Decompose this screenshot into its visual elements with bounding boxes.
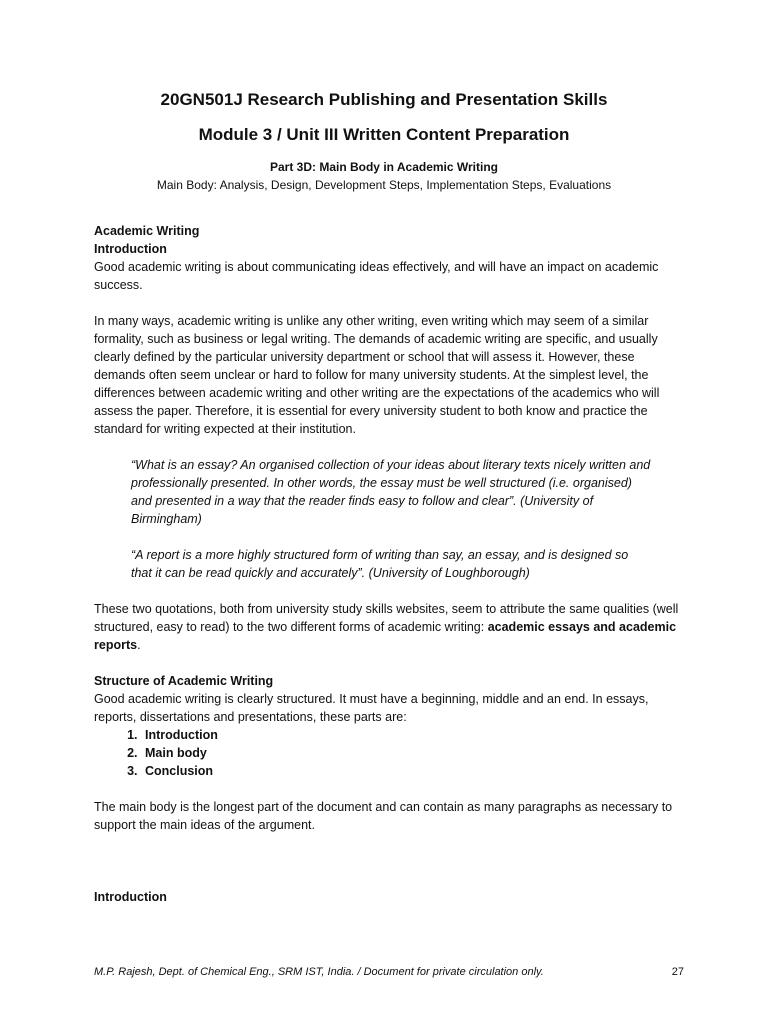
spacer — [94, 438, 684, 456]
module-title: Module 3 / Unit III Written Content Preparation — [198, 125, 570, 144]
quote-essay: “What is an essay? An organised collection of your ideas about literary texts nicely written and professionally presented. In other words, the essay must be well structured (i.e. organised) and presented in a way that the reader finds easy to follow and clear”. (University of Birmingham) — [131, 458, 651, 526]
heading-academic-writing: Academic Writing — [94, 224, 200, 238]
page-number: 27 — [671, 966, 684, 978]
spacer — [94, 654, 684, 672]
part-title: Part 3D: Main Body in Academic Writing — [269, 160, 499, 174]
heading-structure: Structure of Academic Writing — [94, 674, 274, 688]
spacer — [94, 294, 684, 312]
footer-credit: M.P. Rajesh, Dept. of Chemical Eng., SRM IST, India. / Document for private circulation only. — [94, 966, 544, 978]
paragraph-structure: Good academic writing is clearly structured. It must have a beginning, middle and an end. In essays, reports, dissertations and presentations, these parts are: — [94, 692, 649, 724]
course-title: 20GN501J Research Publishing and Presentation Skills — [160, 90, 608, 109]
part-subtitle: Main Body: Analysis, Design, Development Steps, Implementation Steps, Evaluations — [156, 178, 612, 192]
paragraph-academic-writing-demands: In many ways, academic writing is unlike any other writing, even writing which may seem of a similar formality, such as business or legal writing. The demands of academic writing are specific, and usually clearly defined by the particular university department or school that will assess it. However, these demands often seem unclear or hard to follow for many university students. At the simplest level, the differences between academic writing and other writing are the expectations of the academics who will assess the paper. Therefore, it is essential for every university student to both know and practice the standard for writing expected at their institution. — [94, 314, 660, 436]
spacer — [94, 780, 684, 798]
paragraph-main-body: The main body is the longest part of the document and can contain as many paragraphs as necessary to support the main ideas of the argument. — [94, 800, 673, 832]
spacer — [94, 852, 684, 870]
spacer — [94, 582, 684, 600]
spacer — [94, 528, 684, 546]
spacer — [94, 834, 684, 852]
paragraph-quotations-bold: academic essays and academic reports — [94, 620, 677, 652]
quote-report: “A report is a more highly structured form of writing than say, an essay, and is designed so that it can be read quickly and accurately”. (University of Loughborough) — [131, 548, 629, 580]
spacer — [94, 870, 684, 888]
paragraph-quotations-text: These two quotations, both from university study skills websites, seem to attribute the same qualities (well structured, easy to read) to the two different forms of academic writing: — [94, 602, 679, 634]
document-body — [94, 222, 684, 906]
paragraph-quotations-end: . — [137, 638, 141, 652]
page-footer — [94, 966, 684, 978]
structure-list — [94, 726, 684, 780]
paragraph-intro: Good academic writing is about communicating ideas effectively, and will have an impact on academic success. — [94, 260, 659, 292]
list-item: 1. Introduction — [141, 726, 684, 744]
heading-introduction: Introduction — [94, 242, 167, 256]
paragraph-quotations — [94, 600, 684, 654]
list-item: 3. Conclusion — [141, 762, 684, 780]
heading-introduction-2: Introduction — [94, 890, 167, 904]
list-item: 2. Main body — [141, 744, 684, 762]
